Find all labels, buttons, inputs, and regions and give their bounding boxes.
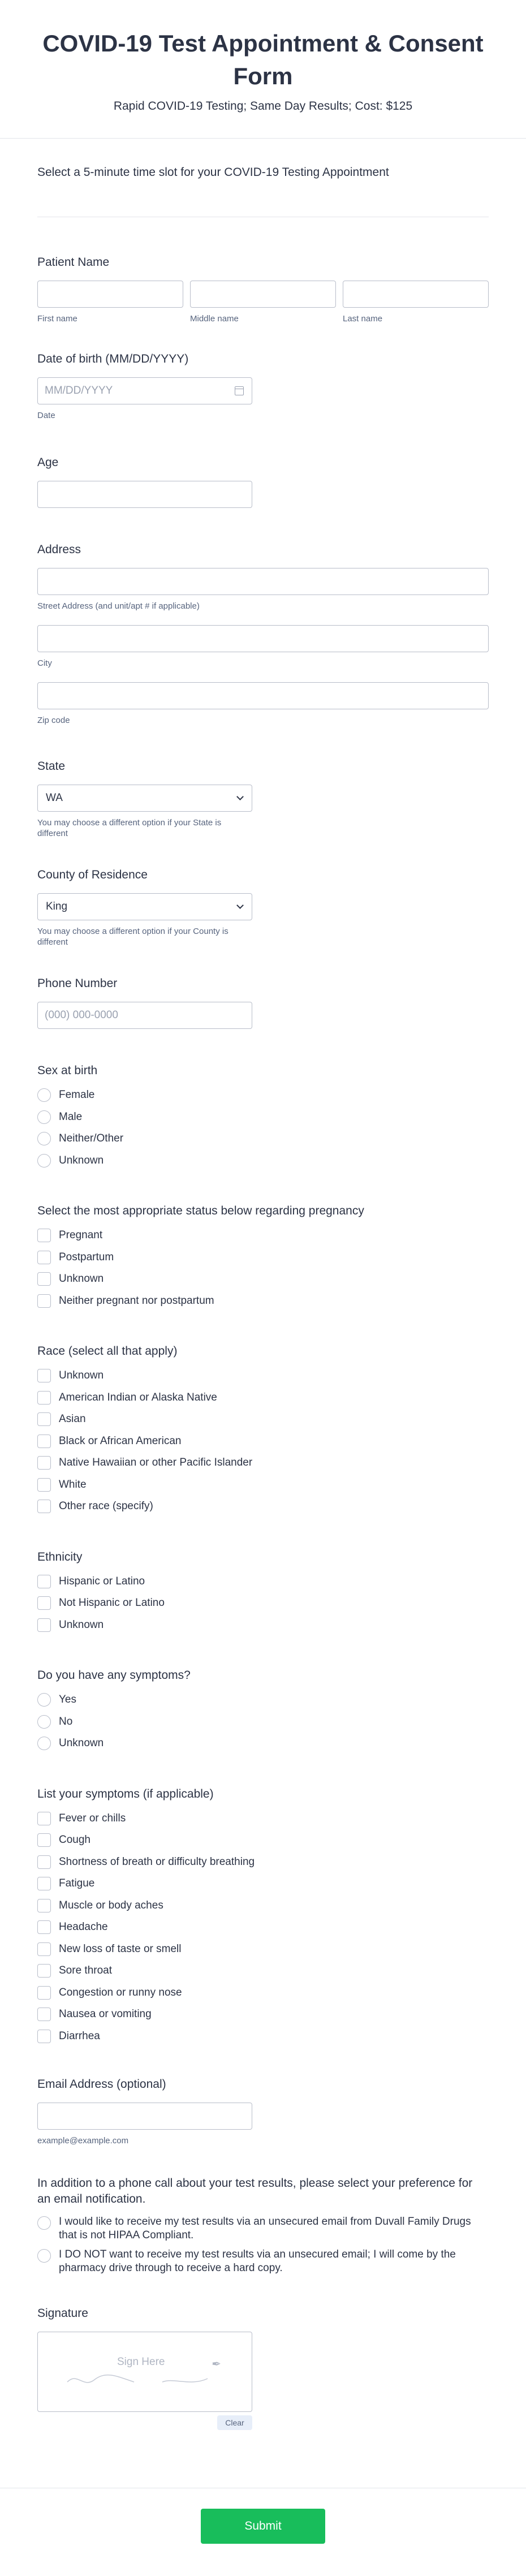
symptom-option-congestion[interactable]: Congestion or runny nose [37, 1982, 489, 2004]
state-field [37, 760, 489, 839]
checkbox[interactable] [37, 1618, 51, 1632]
notification-option-hard-copy[interactable]: I DO NOT want to receive my test results via an unsecured email; I will come by the pharmacy drive through to receive a hard copy. [37, 2248, 489, 2275]
notification-label: In addition to a phone call about your test results, please select your preference for an email notification. [37, 2177, 473, 2205]
first-name-sublabel: First name [37, 314, 77, 324]
dob-input[interactable] [37, 377, 252, 404]
symptoms-field [37, 1669, 489, 1755]
symptoms-option-yes[interactable]: Yes [37, 1689, 489, 1711]
checkbox[interactable] [37, 1575, 51, 1588]
state-value: WA [46, 792, 63, 804]
symptoms-option-no[interactable]: No [37, 1711, 489, 1733]
last-name-input[interactable] [343, 281, 489, 308]
symptom-option-fatigue[interactable]: Fatigue [37, 1873, 489, 1895]
chevron-down-icon [236, 793, 244, 800]
radio-button[interactable] [37, 1715, 51, 1729]
city-sublabel: City [37, 658, 52, 668]
appointment-label: Select a 5-minute time slot for your COVID-19 Testing Appointment [37, 166, 389, 179]
checkbox[interactable] [37, 1833, 51, 1847]
county-label: County of Residence [37, 868, 148, 881]
checkbox[interactable] [37, 1478, 51, 1492]
ethnicity-option-not-hispanic[interactable]: Not Hispanic or Latino [37, 1592, 489, 1614]
state-label: State [37, 760, 66, 773]
calendar-icon[interactable] [235, 386, 244, 395]
zip-code-input[interactable] [37, 682, 489, 709]
patient-name-field [37, 256, 489, 324]
signature-label: Signature [37, 2307, 88, 2320]
middle-name-input[interactable] [190, 281, 336, 308]
sex-option-female[interactable]: Female [37, 1084, 489, 1106]
radio-button[interactable] [37, 2249, 51, 2263]
race-label: Race (select all that apply) [37, 1345, 178, 1358]
patient-name-label: Patient Name [37, 256, 110, 269]
race-option-black[interactable]: Black or African American [37, 1431, 489, 1453]
radio-button[interactable] [37, 1132, 51, 1145]
race-option-pacific-islander[interactable]: Native Hawaiian or other Pacific Islander [37, 1452, 489, 1474]
appointment-section [37, 166, 489, 217]
ethnicity-option-unknown[interactable]: Unknown [37, 1614, 489, 1636]
symptom-option-diarrhea[interactable]: Diarrhea [37, 2026, 489, 2048]
checkbox[interactable] [37, 1596, 51, 1610]
age-input[interactable] [37, 481, 252, 508]
symptom-option-muscle-aches[interactable]: Muscle or body aches [37, 1895, 489, 1917]
last-name-sublabel: Last name [343, 314, 383, 324]
submit-button[interactable]: Submit [201, 2509, 325, 2544]
phone-input[interactable] [37, 1002, 252, 1029]
checkbox[interactable] [37, 1391, 51, 1405]
email-field [37, 2078, 489, 2146]
sex-option-male[interactable]: Male [37, 1106, 489, 1128]
signature-squiggle [38, 2332, 253, 2413]
form-content [0, 166, 526, 2430]
symptom-option-cough[interactable]: Cough [37, 1829, 489, 1851]
pregnancy-label: Select the most appropriate status below regarding pregnancy [37, 1204, 364, 1217]
state-note: You may choose a different option if your State is different [37, 818, 222, 838]
age-field [37, 456, 489, 508]
symptoms-option-unknown[interactable]: Unknown [37, 1733, 489, 1755]
phone-field [37, 977, 489, 1029]
first-name-input[interactable] [37, 281, 183, 308]
email-label: Email Address (optional) [37, 2078, 166, 2091]
ethnicity-label: Ethnicity [37, 1550, 83, 1563]
radio-button[interactable] [37, 1088, 51, 1102]
age-label: Age [37, 456, 59, 469]
address-field [37, 543, 489, 726]
pregnancy-option-unknown[interactable]: Unknown [37, 1268, 489, 1290]
checkbox[interactable] [37, 1500, 51, 1513]
form-header [0, 0, 526, 139]
checkbox[interactable] [37, 2008, 51, 2021]
city-input[interactable] [37, 625, 489, 652]
radio-button[interactable] [37, 2216, 51, 2230]
state-select[interactable] [37, 785, 252, 812]
county-select[interactable] [37, 893, 252, 920]
chevron-down-icon [236, 902, 244, 909]
email-sublabel: example@example.com [37, 2136, 129, 2146]
dob-label: Date of birth (MM/DD/YYYY) [37, 352, 189, 365]
dob-placeholder: MM/DD/YYYY [45, 385, 113, 397]
checkbox[interactable] [37, 1920, 51, 1934]
race-option-unknown[interactable]: Unknown [37, 1365, 489, 1387]
email-input[interactable] [37, 2103, 252, 2130]
symptom-option-sore-throat[interactable]: Sore throat [37, 1960, 489, 1982]
page-title: COVID-19 Test Appointment & Consent Form [42, 30, 484, 89]
race-option-white[interactable]: White [37, 1474, 489, 1496]
county-value: King [46, 901, 68, 912]
checkbox[interactable] [37, 1964, 51, 1978]
sex-option-other[interactable]: Neither/Other [37, 1128, 489, 1150]
checkbox[interactable] [37, 2030, 51, 2043]
signature-field [37, 2307, 489, 2430]
county-note: You may choose a different option if your County is different [37, 927, 228, 947]
checkbox[interactable] [37, 1942, 51, 1956]
pregnancy-option-postpartum[interactable]: Postpartum [37, 1247, 489, 1269]
race-field [37, 1345, 489, 1518]
symptom-list-label: List your symptoms (if applicable) [37, 1787, 214, 1800]
checkbox[interactable] [37, 1229, 51, 1242]
checkbox[interactable] [37, 1877, 51, 1890]
form-footer [0, 2488, 526, 2576]
radio-button[interactable] [37, 1154, 51, 1168]
checkbox[interactable] [37, 1899, 51, 1912]
zip-code-sublabel: Zip code [37, 716, 70, 725]
signature-placeholder: Sign Here [117, 2356, 165, 2368]
dob-field [37, 352, 489, 421]
address-label: Address [37, 543, 81, 556]
checkbox[interactable] [37, 1294, 51, 1308]
symptom-option-fever[interactable]: Fever or chills [37, 1808, 489, 1830]
checkbox[interactable] [37, 1855, 51, 1869]
sex-option-unknown[interactable]: Unknown [37, 1150, 489, 1172]
checkbox[interactable] [37, 1272, 51, 1286]
checkbox[interactable] [37, 1251, 51, 1264]
notification-field [37, 2176, 489, 2275]
notification-option-email[interactable]: I would like to receive my test results via an unsecured email from Duvall Family Drugs that is not HIPAA Compliant. [37, 2215, 489, 2242]
pregnancy-option-neither[interactable]: Neither pregnant nor postpartum [37, 1290, 489, 1312]
sex-field [37, 1064, 489, 1171]
sex-label: Sex at birth [37, 1064, 98, 1077]
checkbox[interactable] [37, 1456, 51, 1470]
symptom-list-field [37, 1787, 489, 2048]
street-address-sublabel: Street Address (and unit/apt # if applicable) [37, 601, 200, 611]
checkbox[interactable] [37, 1435, 51, 1448]
clear-signature-button[interactable]: Clear [217, 2415, 252, 2430]
symptom-option-nausea[interactable]: Nausea or vomiting [37, 2004, 489, 2026]
symptom-option-shortness-of-breath[interactable]: Shortness of breath or difficulty breathing [37, 1851, 489, 1873]
page-subtitle: Rapid COVID-19 Testing; Same Day Results; Cost: $125 [113, 100, 413, 113]
checkbox[interactable] [37, 1812, 51, 1825]
radio-button[interactable] [37, 1737, 51, 1750]
checkbox[interactable] [37, 1412, 51, 1426]
street-address-input[interactable] [37, 568, 489, 595]
race-option-american-indian[interactable]: American Indian or Alaska Native [37, 1387, 489, 1409]
radio-button[interactable] [37, 1110, 51, 1124]
middle-name-sublabel: Middle name [190, 314, 239, 324]
pen-icon: ✒ [212, 2358, 221, 2371]
checkbox[interactable] [37, 1369, 51, 1382]
ethnicity-option-hispanic[interactable]: Hispanic or Latino [37, 1571, 489, 1593]
pregnancy-option-pregnant[interactable]: Pregnant [37, 1225, 489, 1247]
phone-label: Phone Number [37, 977, 118, 990]
dob-sublabel: Date [37, 411, 55, 420]
checkbox[interactable] [37, 1986, 51, 2000]
county-field [37, 868, 489, 947]
symptom-option-loss-of-taste[interactable]: New loss of taste or smell [37, 1939, 489, 1961]
signature-pad[interactable] [37, 2332, 252, 2412]
ethnicity-field [37, 1550, 489, 1636]
phone-placeholder: (000) 000-0000 [45, 1009, 118, 1021]
race-option-asian[interactable]: Asian [37, 1408, 489, 1431]
radio-button[interactable] [37, 1693, 51, 1707]
symptom-option-headache[interactable]: Headache [37, 1916, 489, 1939]
symptoms-label: Do you have any symptoms? [37, 1669, 191, 1682]
pregnancy-field [37, 1204, 489, 1312]
race-option-other[interactable]: Other race (specify) [37, 1496, 489, 1518]
